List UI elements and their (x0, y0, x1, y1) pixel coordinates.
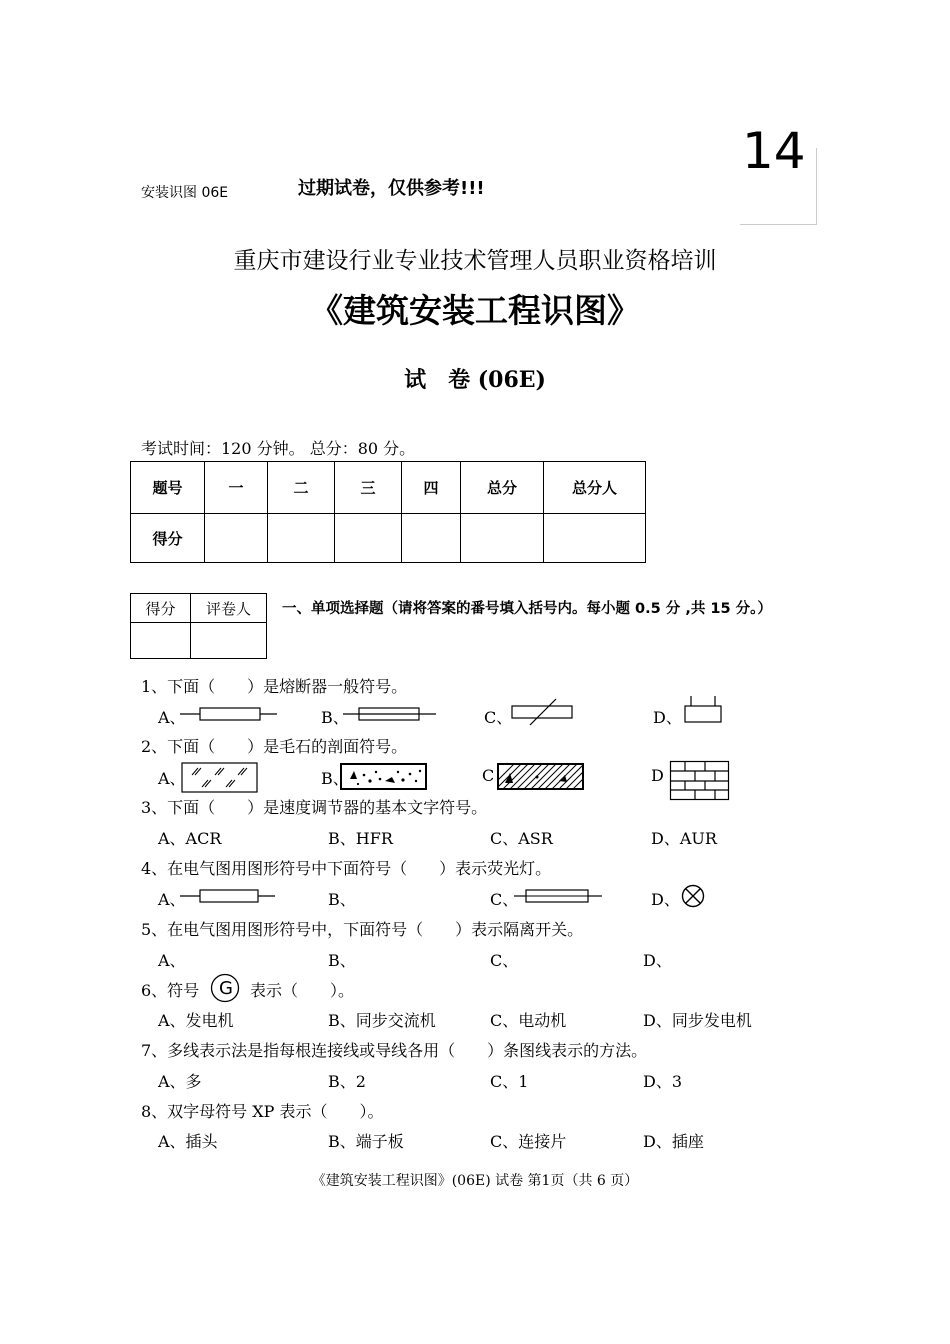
page-footer: 《建筑安装工程识图》(06E) 试卷 第1页（共 6 页） (311, 1173, 639, 1189)
q2-option-d[interactable]: D (651, 766, 664, 785)
q4-option-d[interactable]: D、 (651, 890, 680, 909)
score-cell[interactable] (461, 514, 544, 563)
generator-symbol-letter: G (219, 978, 233, 999)
q4-lamp-symbol-d (681, 884, 705, 908)
organization-title: 重庆市建设行业专业技术管理人员职业资格培训 (233, 248, 717, 274)
question-6-suffix: 表示（ ）。 (250, 981, 355, 1000)
question-2: 2、下面（ ）是毛石的剖面符号。 (141, 737, 408, 756)
q2-option-b[interactable]: B、 (321, 769, 349, 788)
q7-option-a[interactable]: A、多 (158, 1072, 202, 1091)
warning-text: 过期试卷，仅供参考!!! (298, 178, 485, 199)
exam-info: 考试时间：120 分钟。 总分：80 分。 (141, 439, 416, 458)
q1-option-d[interactable]: D、 (653, 708, 682, 727)
q8-option-d[interactable]: D、插座 (643, 1132, 704, 1151)
question-4: 4、在电气图用图形符号中下面符号（ ）表示荧光灯。 (141, 859, 552, 878)
q4-option-a[interactable]: A、 (158, 890, 186, 909)
q8-option-c[interactable]: C、连接片 (490, 1132, 567, 1151)
score-cell[interactable] (544, 514, 646, 563)
question-8: 8、双字母符号 XP 表示（ ）。 (141, 1102, 384, 1121)
grader-score-cell[interactable] (131, 623, 191, 659)
q3-option-c[interactable]: C、ASR (490, 829, 553, 848)
question-1: 1、下面（ ）是熔断器一般符号。 (141, 677, 408, 696)
q3-option-d[interactable]: D、AUR (651, 829, 717, 848)
score-cell[interactable] (402, 514, 461, 563)
q2-brick-symbol-d (670, 761, 730, 801)
score-header-cell: 一 (205, 462, 268, 514)
q6-option-d[interactable]: D、同步发电机 (643, 1011, 752, 1030)
score-cell[interactable] (205, 514, 268, 563)
score-header-cell: 二 (268, 462, 335, 514)
q1-option-c[interactable]: C、 (484, 708, 513, 727)
score-header-cell: 总分人 (544, 462, 646, 514)
q7-option-b[interactable]: B、2 (328, 1072, 366, 1091)
q2-option-a[interactable]: A、 (158, 769, 186, 788)
q1-fuse-symbol-b (343, 706, 437, 722)
q6-option-c[interactable]: C、电动机 (490, 1011, 567, 1030)
score-row-label: 得分 (131, 514, 205, 563)
q4-option-c[interactable]: C、 (490, 890, 519, 909)
q4-lamp-symbol-c (514, 888, 604, 904)
grader-score-label: 得分 (131, 594, 191, 623)
q2-hatch-symbol-a (182, 763, 258, 793)
grader-table (130, 593, 267, 659)
paper-title: 试 卷 (06E) (404, 367, 546, 393)
q2-rubble-symbol-b (340, 763, 428, 791)
q1-fuse-symbol-c (512, 698, 574, 726)
q5-option-d[interactable]: D、 (643, 951, 672, 970)
q2-concrete-symbol-c (497, 763, 585, 791)
score-table (130, 461, 646, 563)
question-6: 6、符号 (141, 981, 200, 1000)
q5-option-b[interactable]: B、 (328, 951, 356, 970)
question-3: 3、下面（ ）是速度调节器的基本文字符号。 (141, 798, 488, 817)
score-cell[interactable] (268, 514, 335, 563)
grader-name-label: 评卷人 (191, 594, 267, 623)
score-header-cell: 四 (402, 462, 461, 514)
score-header-cell: 总分 (461, 462, 544, 514)
q4-lamp-symbol-a (180, 888, 276, 904)
doc-code: 安装识图 06E (141, 185, 229, 201)
course-title: 《建筑安装工程识图》 (310, 291, 640, 330)
q8-option-b[interactable]: B、端子板 (328, 1132, 404, 1151)
question-5: 5、在电气图用图形符号中，下面符号（ ）表示隔离开关。 (141, 920, 584, 939)
q7-option-c[interactable]: C、1 (490, 1072, 529, 1091)
section1-title: 一、单项选择题（请将答案的番号填入括号内。每小题 0.5 分 ,共 15 分。） (282, 601, 772, 617)
score-header-cell: 题号 (131, 462, 205, 514)
grader-name-cell[interactable] (191, 623, 267, 659)
q3-option-b[interactable]: B、HFR (328, 829, 393, 848)
q8-option-a[interactable]: A、插头 (158, 1132, 218, 1151)
q1-fuse-symbol-d (685, 696, 723, 724)
q4-option-b[interactable]: B、 (328, 890, 356, 909)
score-cell[interactable] (335, 514, 402, 563)
q6-option-b[interactable]: B、同步交流机 (328, 1011, 436, 1030)
q1-fuse-symbol-a (180, 706, 278, 722)
score-header-cell: 三 (335, 462, 402, 514)
q3-option-a[interactable]: A、ACR (158, 829, 222, 848)
q6-option-a[interactable]: A、发电机 (158, 1011, 234, 1030)
page-number: 14 (742, 122, 806, 180)
q5-option-c[interactable]: C、 (490, 951, 519, 970)
q5-option-a[interactable]: A、 (158, 951, 186, 970)
q2-option-c[interactable]: C (482, 766, 495, 785)
question-7: 7、多线表示法是指每根连接线或导线各用（ ）条图线表示的方法。 (141, 1041, 648, 1060)
q1-option-b[interactable]: B、 (321, 708, 349, 727)
q7-option-d[interactable]: D、3 (643, 1072, 683, 1091)
q1-option-a[interactable]: A、 (158, 708, 186, 727)
